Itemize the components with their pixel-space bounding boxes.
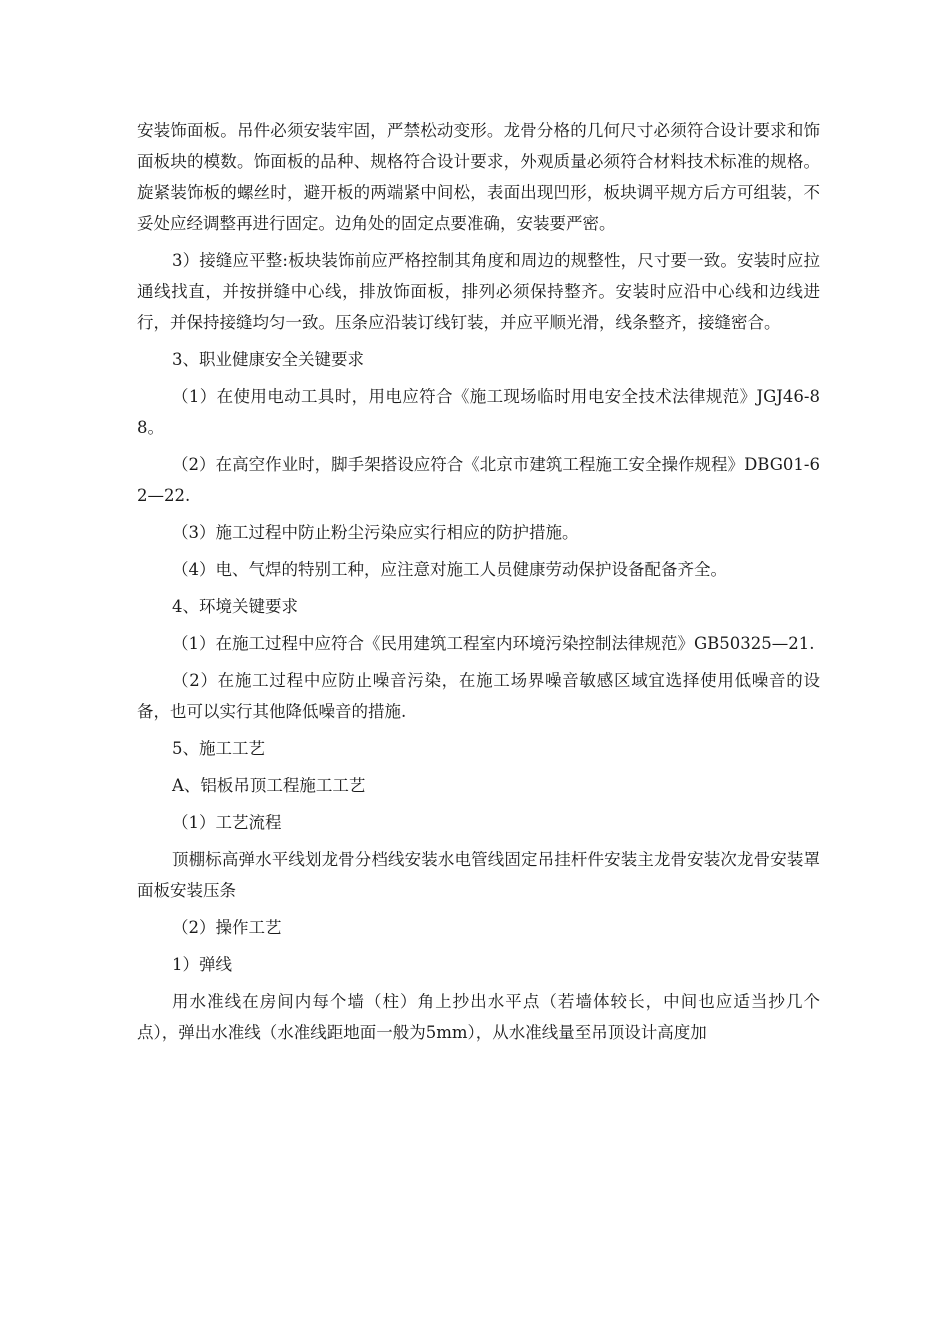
paragraph: 顶棚标高弹水平线划龙骨分档线安装水电管线固定吊挂杆件安装主龙骨安装次龙骨安装罩面板安装压条 (137, 850, 820, 900)
paragraph: （1）在施工过程中应符合《民用建筑工程室内环境污染控制法律规范》GB50325—21. (172, 634, 815, 653)
paragraph: 3）接缝应平整:板块装饰前应严格控制其角度和周边的规整性，尺寸要一致。安装时应拉通线找直，并按拼缝中心线，排放饰面板，排列必须保持整齐。安装时应沿中心线和边线进行，并保持接缝均匀一致。压条应沿装订线钉装，并应平顺光滑，线条整齐，接缝密合。 (137, 251, 820, 332)
paragraph: （1）在使用电动工具时，用电应符合《施工现场临时用电安全技术法律规范》JGJ46-88。 (137, 387, 820, 437)
section-heading: 4、环境关键要求 (172, 597, 298, 616)
paragraph: （2）在高空作业时，脚手架搭设应符合《北京市建筑工程施工安全操作规程》DBG01-62—22. (137, 455, 820, 505)
paragraph: （4）电、气焊的特别工种，应注意对施工人员健康劳动保护设备配备齐全。 (172, 560, 727, 579)
paragraph: （2）在施工过程中应防止噪音污染，在施工场界噪音敏感区域宜选择使用低噪音的设备，也可以实行其他降低噪音的措施. (137, 671, 820, 721)
subsection-heading: （1）工艺流程 (172, 813, 282, 832)
paragraph: （3）施工过程中防止粉尘污染应实行相应的防护措施。 (172, 523, 579, 542)
paragraph: 用水准线在房间内每个墙（柱）角上抄出水平点（若墙体较长，中间也应适当抄几个点），弹出水准线（水准线距地面一般为5mm），从水准线量至吊顶设计高度加 (137, 992, 820, 1042)
section-heading: 3、职业健康安全关键要求 (172, 350, 364, 369)
subsection-heading: A、铝板吊顶工程施工工艺 (172, 776, 366, 795)
subsection-heading: 1）弹线 (172, 955, 232, 974)
section-heading: 5、施工工艺 (172, 739, 265, 758)
subsection-heading: （2）操作工艺 (172, 918, 282, 937)
document-body (137, 115, 820, 1054)
paragraph: 安装饰面板。吊件必须安装牢固，严禁松动变形。龙骨分格的几何尺寸必须符合设计要求和饰面板块的模数。饰面板的品种、规格符合设计要求，外观质量必须符合材料技术标准的规格。旋紧装饰板的螺丝时，避开板的两端紧中间松，表面出现凹形，板块调平规方后方可组装，不妥处应经调整再进行固定。边角处的固定点要准确，安装要严密。 (137, 121, 820, 233)
